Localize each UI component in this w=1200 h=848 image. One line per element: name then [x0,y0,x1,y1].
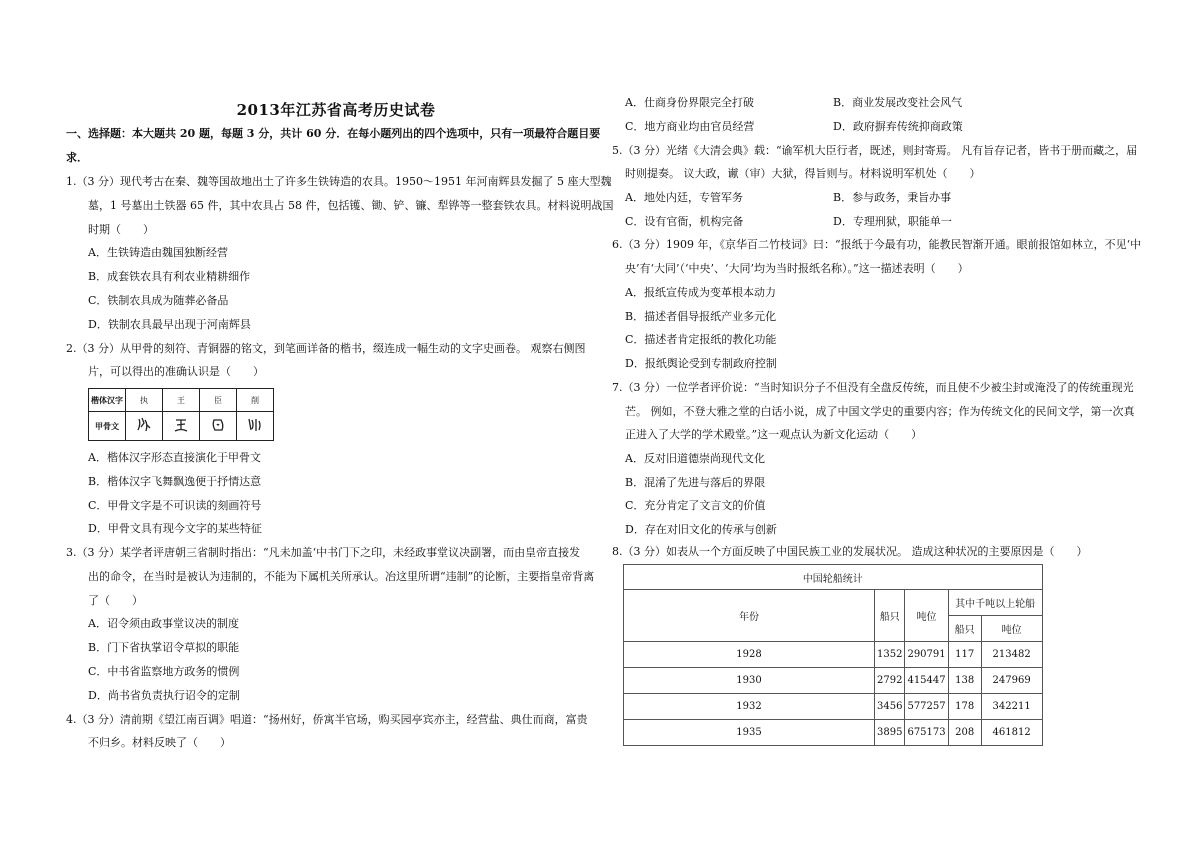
oracle-glyph [200,412,237,441]
table-row [624,694,1043,720]
oracle-glyph [163,412,200,441]
oracle-xue-glyph-icon [246,416,264,434]
cell-large-tons: 213482 [981,642,1042,668]
option-c[interactable]: C．甲骨文字是不可识读的刻画符号 [88,499,262,512]
row-label-kaishu: 楷体汉字 [89,389,126,412]
cell-ships: 3895 [875,720,905,746]
question-stem-line: 不归乡。材料反映了（ ） [88,736,231,749]
header-ships: 船只 [875,590,905,642]
cell-tons: 290791 [905,642,948,668]
cell-ships: 3456 [875,694,905,720]
row-label-oracle: 甲骨文 [89,412,126,441]
oracle-wang-glyph-icon [172,416,190,434]
cell-large-tons: 342211 [981,694,1042,720]
question-stem-line: 了（ ） [88,594,143,607]
cell-large-ships: 138 [948,668,981,694]
option-a[interactable]: A．诏令须由政事堂议决的制度 [88,617,239,630]
header-sub-ships: 船只 [948,616,981,642]
script-comparison-table [88,388,274,441]
option-b[interactable]: B．门下省执掌诏令草拟的职能 [88,641,240,654]
kaishu-char: 臣 [200,389,237,412]
oracle-chen-glyph-icon [209,416,227,434]
option-c[interactable]: C．描述者肯定报纸的教化功能 [625,333,777,346]
cell-year: 1930 [624,668,875,694]
option-b[interactable]: B．楷体汉字飞舞飘逸便于抒情达意 [88,475,262,488]
question-stem-line: 时则提奏。 议大政，谳（审）大狱，得旨则与。材料说明军机处（ ） [625,167,981,180]
option-b[interactable]: B．商业发展改变社会风气 [833,96,963,109]
question-stem-line: 8.（3 分）如表从一个方面反映了中国民族工业的发展状况。 造成这种状况的主要原因是（ ） [612,545,1088,558]
option-b[interactable]: B．描述者倡导报纸产业多元化 [625,310,777,323]
option-a[interactable]: A．仕商身份界限完全打破 [625,96,754,109]
question-stem-line: 2.（3 分）从甲骨的刻符、青铜器的铭文，到笔画详备的楷书，缀连成一幅生动的文字史画卷。 观察右侧图 [66,342,586,355]
oracle-glyph [237,412,274,441]
cell-tons: 415447 [905,668,948,694]
option-d[interactable]: D．专理刑狱，职能单一 [833,215,952,228]
header-sub-tons: 吨位 [981,616,1042,642]
kaishu-char: 削 [237,389,274,412]
question-stem-line: 芒。 例如，不登大雅之堂的白话小说，成了中国文学史的重要内容；作为传统文化的民间文学，第一次真 [625,405,1135,418]
section-heading-line1: 一、选择题：本大题共 20 题，每题 3 分，共计 60 分．在每小题列出的四个选项中，只有一项最符合题目要 [66,127,601,140]
kaishu-char: 王 [163,389,200,412]
section-heading-line2: 求． [66,151,88,164]
option-c[interactable]: C．地方商业均由官员经营 [625,120,755,133]
option-b[interactable]: B．成套铁农具有利农业精耕细作 [88,270,251,283]
question-stem-line: 央’有‘大同’（‘中央’、‘大同’均为当时报纸名称）。”这一描述表明（ ） [625,262,969,275]
cell-tons: 675173 [905,720,948,746]
option-c[interactable]: C．中书省监察地方政务的惯例 [88,665,240,678]
cell-large-tons: 247969 [981,668,1042,694]
cell-year: 1928 [624,642,875,668]
question-stem-line: 出的命令，在当时是被认为违制的，不能为下属机关所承认。冶这里所谓“违制”的论断，主要指皇帝背离 [88,570,595,583]
option-a[interactable]: A．地处内廷，专管军务 [625,191,743,204]
header-group: 其中千吨以上轮船 [948,590,1042,616]
option-d[interactable]: D．尚书省负责执行诏令的定制 [88,689,240,702]
question-stem-line: 1.（3 分）现代考古在秦、魏等国故地出土了许多生铁铸造的农具。1950～1951 年河南辉县发掘了 5 座大型魏 [66,175,612,188]
option-b[interactable]: B．参与政务，秉旨办事 [833,191,952,204]
question-stem-line: 5.（3 分）光绪《大清会典》载：“谕军机大臣行者，既述，则封寄焉。 凡有旨存记者，皆书于册而藏之，届 [612,144,1138,157]
table-row [624,642,1043,668]
question-stem-line: 4.（3 分）清前期《望江南百调》唱道：“扬州好，侨寓半官场，购买园亭宾亦主，经营盐、典仕而商，富贵 [66,713,588,726]
option-d[interactable]: D．报纸舆论受到专制政府控制 [625,357,777,370]
option-d[interactable]: D．甲骨文具有现今文字的某些特征 [88,522,262,535]
option-a[interactable]: A．生铁铸造由魏国独断经营 [88,246,228,259]
kaishu-char: 执 [126,389,163,412]
option-a[interactable]: A．楷体汉字形态直接演化于甲骨文 [88,451,261,464]
option-a[interactable]: A．报纸宣传成为变革根本动力 [625,286,776,299]
option-d[interactable]: D．存在对旧文化的传承与创新 [625,523,777,536]
table-row [624,668,1043,694]
cell-ships: 1352 [875,642,905,668]
oracle-zhi-glyph-icon [135,416,153,434]
question-stem-line: 6.（3 分）1909 年，《京华百二竹枝词》曰：“报纸于今最有功，能教民智渐开通。眼前报馆如林立，不见‘中 [612,238,1142,251]
cell-large-ships: 208 [948,720,981,746]
option-b[interactable]: B．混淆了先进与落后的界限 [625,476,766,489]
header-tons: 吨位 [905,590,948,642]
question-stem-line: 3.（3 分）某学者评唐朝三省制时指出：“凡未加盖‘中书门下之印，未经政事堂议决副署，而由皇帝直接发 [66,546,581,559]
option-c[interactable]: C．充分肯定了文言文的价值 [625,499,766,512]
question-stem-line: 墓，1 号墓出土铁器 65 件，其中农具占 58 件，包括镬、锄、铲、镰、犁铧等一整套铁农具。材料说明战国 [88,199,614,212]
option-c[interactable]: C．设有官衙，机构完备 [625,215,744,228]
ship-statistics-table [623,564,1043,746]
question-stem-line: 时期（ ） [88,223,154,236]
cell-ships: 2792 [875,668,905,694]
question-stem-line: 7.（3 分）一位学者评价说：“当时知识分子不但没有全盘反传统，而且使不少被尘封或淹没了的传统重现光 [612,381,1134,394]
question-stem-line: 片，可以得出的准确认识是（ ） [88,365,264,378]
cell-year: 1932 [624,694,875,720]
cell-year: 1935 [624,720,875,746]
table-row [624,720,1043,746]
option-c[interactable]: C．铁制农具成为随葬必备品 [88,294,229,307]
cell-tons: 577257 [905,694,948,720]
table-caption: 中国轮船统计 [624,565,1043,590]
cell-large-ships: 117 [948,642,981,668]
header-year: 年份 [624,590,875,642]
cell-large-ships: 178 [948,694,981,720]
question-stem-line: 正进入了大学的学术殿堂。”这一观点认为新文化运动（ ） [625,428,923,441]
option-a[interactable]: A．反对旧道德崇尚现代文化 [625,452,765,465]
oracle-glyph [126,412,163,441]
option-d[interactable]: D．政府摒弃传统抑商政策 [833,120,963,133]
cell-large-tons: 461812 [981,720,1042,746]
option-d[interactable]: D．铁制农具最早出现于河南辉县 [88,318,251,331]
exam-title: 2013年江苏省高考历史试卷 [236,101,436,119]
